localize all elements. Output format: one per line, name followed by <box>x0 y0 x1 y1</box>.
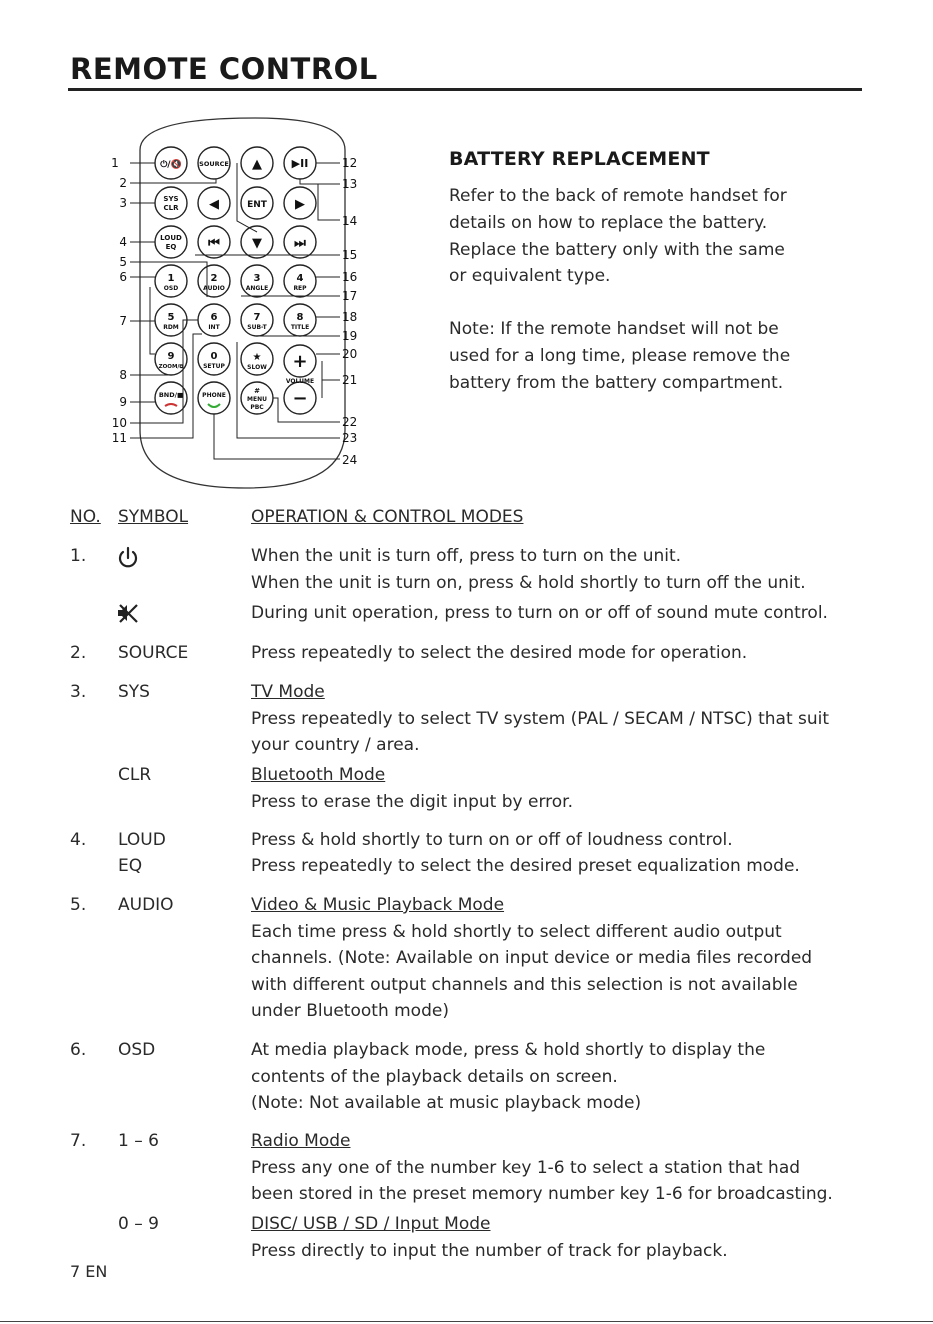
key-eq: EQ <box>165 243 177 251</box>
row-description: When the unit is turn off, press to turn on the unit. When the unit is turn on, press & hold shortly to turn off the unit. <box>251 546 806 593</box>
key-play-pause: ▶II <box>291 157 309 170</box>
key-pbc: PBC <box>250 404 264 411</box>
mode-heading: Bluetooth Mode <box>251 765 386 785</box>
key-sys: SYS <box>163 195 179 203</box>
row-description: Video & Music Playback Mode Each time press & hold shortly to select different audio output channels. (Note: Available on input device or media files recorded with different output channels and this selection is not available under Bluetooth mode) <box>251 895 813 1021</box>
key-ent: ENT <box>247 200 267 210</box>
key-4-sub: REP <box>293 285 307 292</box>
title-underline <box>68 88 862 91</box>
bottom-rule <box>0 1321 933 1322</box>
callout-1: 1 <box>111 156 119 170</box>
battery-heading: BATTERY REPLACEMENT <box>449 148 710 170</box>
callout-13: 13 <box>342 177 358 191</box>
power-icon <box>116 546 140 570</box>
callout-24: 24 <box>342 453 358 467</box>
key-8: 8 <box>296 312 304 323</box>
callout-6: 6 <box>119 270 127 284</box>
callout-17: 17 <box>342 289 358 303</box>
key-down: ▼ <box>252 236 262 251</box>
callout-9: 9 <box>119 395 127 409</box>
key-slow-star: ★ <box>252 352 262 363</box>
key-9-sub: ZOOM/⧉ <box>158 364 184 370</box>
callout-23: 23 <box>342 431 358 445</box>
key-3: 3 <box>253 273 261 284</box>
callout-11: 11 <box>111 431 127 445</box>
callout-12: 12 <box>342 156 358 170</box>
callout-15: 15 <box>342 248 358 262</box>
key-hash: # <box>254 387 260 395</box>
key-volume: VOLUME <box>285 378 315 385</box>
callout-18: 18 <box>342 310 358 324</box>
key-5: 5 <box>167 312 175 323</box>
mode-heading: Radio Mode <box>251 1131 351 1151</box>
key-0: 0 <box>210 351 218 362</box>
remote-control-diagram <box>100 112 380 492</box>
callout-10: 10 <box>111 416 127 430</box>
callout-14: 14 <box>342 214 358 228</box>
row-number: 3. <box>70 682 87 702</box>
key-1: 1 <box>167 273 175 284</box>
row-symbol: CLR <box>118 765 152 785</box>
row-number: 1. <box>70 546 87 566</box>
row-description: Press & hold shortly to turn on or off of loudness control. <box>251 830 733 850</box>
page-number: 7 EN <box>70 1262 108 1281</box>
row-description: Press repeatedly to select the desired mode for operation. <box>251 643 748 663</box>
header-no: NO. <box>70 507 101 527</box>
header-operation: OPERATION & CONTROL MODES <box>251 507 524 527</box>
key-vol-minus: − <box>292 388 308 409</box>
key-right: ▶ <box>295 197 305 212</box>
key-left: ◀ <box>209 197 219 212</box>
row-description: During unit operation, press to turn on or off of sound mute control. <box>251 603 828 623</box>
key-phone: PHONE <box>202 392 226 399</box>
callout-16: 16 <box>342 270 358 284</box>
key-8-sub: TITLE <box>290 324 310 331</box>
battery-replacement-section <box>449 148 869 397</box>
key-9: 9 <box>167 351 175 362</box>
row-number: 4. <box>70 830 87 850</box>
key-5-sub: RDM <box>163 324 179 331</box>
callout-5: 5 <box>119 255 127 269</box>
key-menu: MENU <box>247 396 267 403</box>
row-symbol: LOUD <box>118 830 166 850</box>
key-slow: SLOW <box>247 364 267 371</box>
row-symbol: EQ <box>118 856 143 876</box>
key-clr: CLR <box>163 204 179 212</box>
row-number: 2. <box>70 643 87 663</box>
battery-instructions: Refer to the back of remote handset for details on how to replace the battery. Replace the battery only with the same or equivalent type. <box>449 186 787 287</box>
callout-21: 21 <box>342 373 358 387</box>
row-description: At media playback mode, press & hold shortly to display the contents of the playback details on screen. (Note: Not available at music playback mode) <box>251 1040 766 1113</box>
key-0-sub: SETUP <box>203 363 225 370</box>
key-6-sub: INT <box>208 324 220 331</box>
mode-heading: Video & Music Playback Mode <box>251 895 505 915</box>
key-vol-plus: + <box>292 351 308 372</box>
callout-22: 22 <box>342 415 358 429</box>
key-7: 7 <box>253 312 261 323</box>
row-number: 5. <box>70 895 87 915</box>
key-up: ▲ <box>252 157 262 172</box>
battery-note: Note: If the remote handset will not be used for a long time, please remove the battery from the battery compartment. <box>449 319 791 393</box>
callout-3: 3 <box>119 196 127 210</box>
row-description: Bluetooth Mode Press to erase the digit input by error. <box>251 765 573 812</box>
key-2-sub: AUDIO <box>203 285 225 292</box>
key-3-sub: ANGLE <box>245 285 269 292</box>
callout-20: 20 <box>342 347 358 361</box>
key-power-mute: ⏻/🔇 <box>160 160 182 170</box>
row-symbol: SOURCE <box>118 643 189 663</box>
row-number: 7. <box>70 1131 87 1151</box>
mode-heading: TV Mode <box>251 682 325 702</box>
page-title: REMOTE CONTROL <box>70 52 378 86</box>
row-symbol: 1 – 6 <box>118 1131 159 1151</box>
key-source: SOURCE <box>199 160 229 168</box>
key-next: ⏭ <box>294 236 306 251</box>
callout-2: 2 <box>119 176 127 190</box>
key-bnd: BND/■ <box>158 391 184 399</box>
callout-8: 8 <box>119 368 127 382</box>
header-symbol: SYMBOL <box>118 507 189 527</box>
key-7-sub: SUB-T <box>247 324 267 331</box>
row-description: Press repeatedly to select the desired preset equalization mode. <box>251 856 800 876</box>
key-1-sub: OSD <box>163 285 179 292</box>
mode-heading: DISC/ USB / SD / Input Mode <box>251 1214 491 1234</box>
key-4: 4 <box>296 273 304 284</box>
key-6: 6 <box>210 312 218 323</box>
mute-icon <box>116 602 140 624</box>
row-number: 6. <box>70 1040 87 1060</box>
key-prev: ⏮ <box>208 236 220 251</box>
callout-4: 4 <box>119 235 127 249</box>
row-symbol: OSD <box>118 1040 156 1060</box>
row-description: Radio Mode Press any one of the number key 1-6 to select a station that had been stored in the preset memory number key 1-6 for broadcasting. <box>251 1131 833 1204</box>
row-symbol: 0 – 9 <box>118 1214 159 1234</box>
row-symbol: SYS <box>118 682 150 702</box>
key-loud: LOUD <box>160 234 182 242</box>
row-symbol: AUDIO <box>118 895 174 915</box>
key-2: 2 <box>210 273 218 284</box>
callout-7: 7 <box>119 314 127 328</box>
callout-19: 19 <box>342 329 358 343</box>
row-description: DISC/ USB / SD / Input Mode Press directly to input the number of track for playback. <box>251 1214 728 1261</box>
row-description: TV Mode Press repeatedly to select TV system (PAL / SECAM / NTSC) that suit your country / area. <box>251 682 830 755</box>
